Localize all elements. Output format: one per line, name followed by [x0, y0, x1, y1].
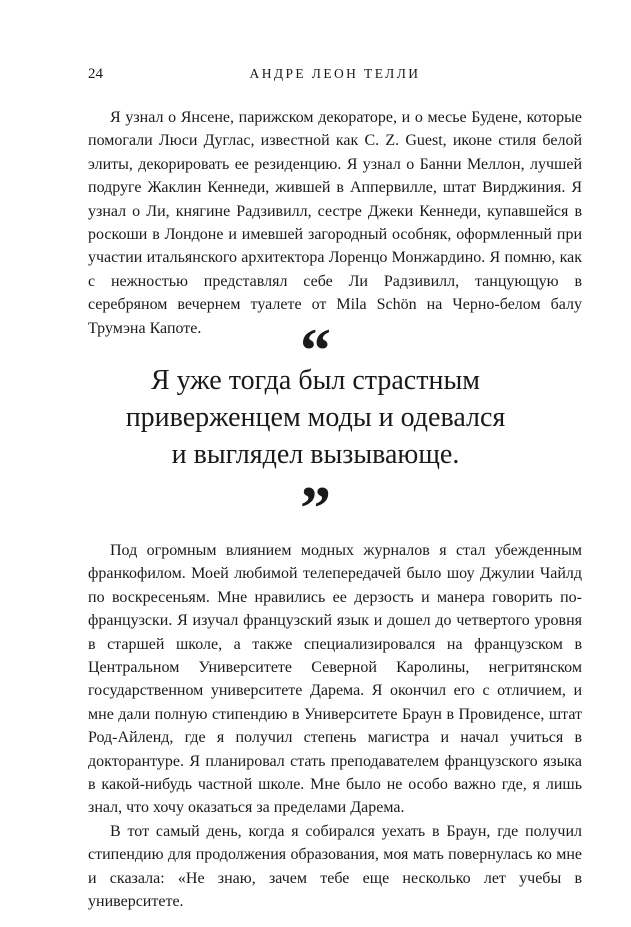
- running-title: АНДРЕ ЛЕОН ТЕЛЛИ: [249, 66, 421, 81]
- top-text-block: [88, 106, 582, 340]
- running-header: [88, 66, 582, 86]
- close-quote-mark: ”: [300, 475, 331, 543]
- page-number: 24: [88, 66, 103, 82]
- pull-quote: [100, 362, 531, 473]
- pull-quote-line: и выглядел вызывающе.: [171, 439, 460, 470]
- pull-quote-line: приверженцем моды и одевался: [125, 402, 506, 433]
- pull-quote-line: Я уже тогда был страстным: [151, 365, 480, 396]
- body-paragraph: Под огромным влиянием модных журналов я стал убежденным франкофилом. Моей любимой телепередачей было шоу Джулии Чайлд по воскресеньям. Мне нравились ее дерзость и манера говорить по-французски. Я изучал французский язык и дошел до четвертого уровня в старшей школе, а также специализировался на французском в Центральном Университете Северной Каролины, негритянском государственном университете Дарема. Я окончил его с отличием, и мне дали полную стипендию в Университете Браун в Провиденсе, штат Род-Айленд, где я получил степень магистра и начал учиться в докторантуре. Я планировал стать преподавателем французского языка в какой-нибудь частной школе. Мне было не особо важно где, я лишь знал, что хочу оказаться за пределами Дарема.: [88, 542, 582, 817]
- bottom-text-block: [88, 539, 582, 914]
- body-paragraph: Я узнал о Янсене, парижском декораторе, и о месье Будене, которые помогали Люси Дуглас, известной как C. Z. Guest, иконе стиля белой элиты, декорировать ее резиденцию. Я узнал о Банни Меллон, лучшей подруге Жаклин Кеннеди, жившей в Аппервилле, штат Вирджиния. Я узнал о Ли, княгине Радзивилл, сестре Джеки Кеннеди, купавшейся в роскоши в Лондоне и имевшей загородный особняк, оформленный при участии итальянского архитектора Лоренцо Монжардино. Я помню, как с нежностью представлял себе Ли Радзивилл, танцующую в серебряном вечернем туалете от Mila Schön на Черно-белом балу Трумэна Капоте.: [88, 109, 582, 337]
- open-quote-mark: “: [300, 317, 331, 385]
- body-paragraph: В тот самый день, когда я собирался уехать в Браун, где получил стипендию для продолжения образования, моя мать повернулась ко мне и сказала: «Не знаю, зачем тебе еще несколько лет учебы в университете.: [88, 822, 582, 911]
